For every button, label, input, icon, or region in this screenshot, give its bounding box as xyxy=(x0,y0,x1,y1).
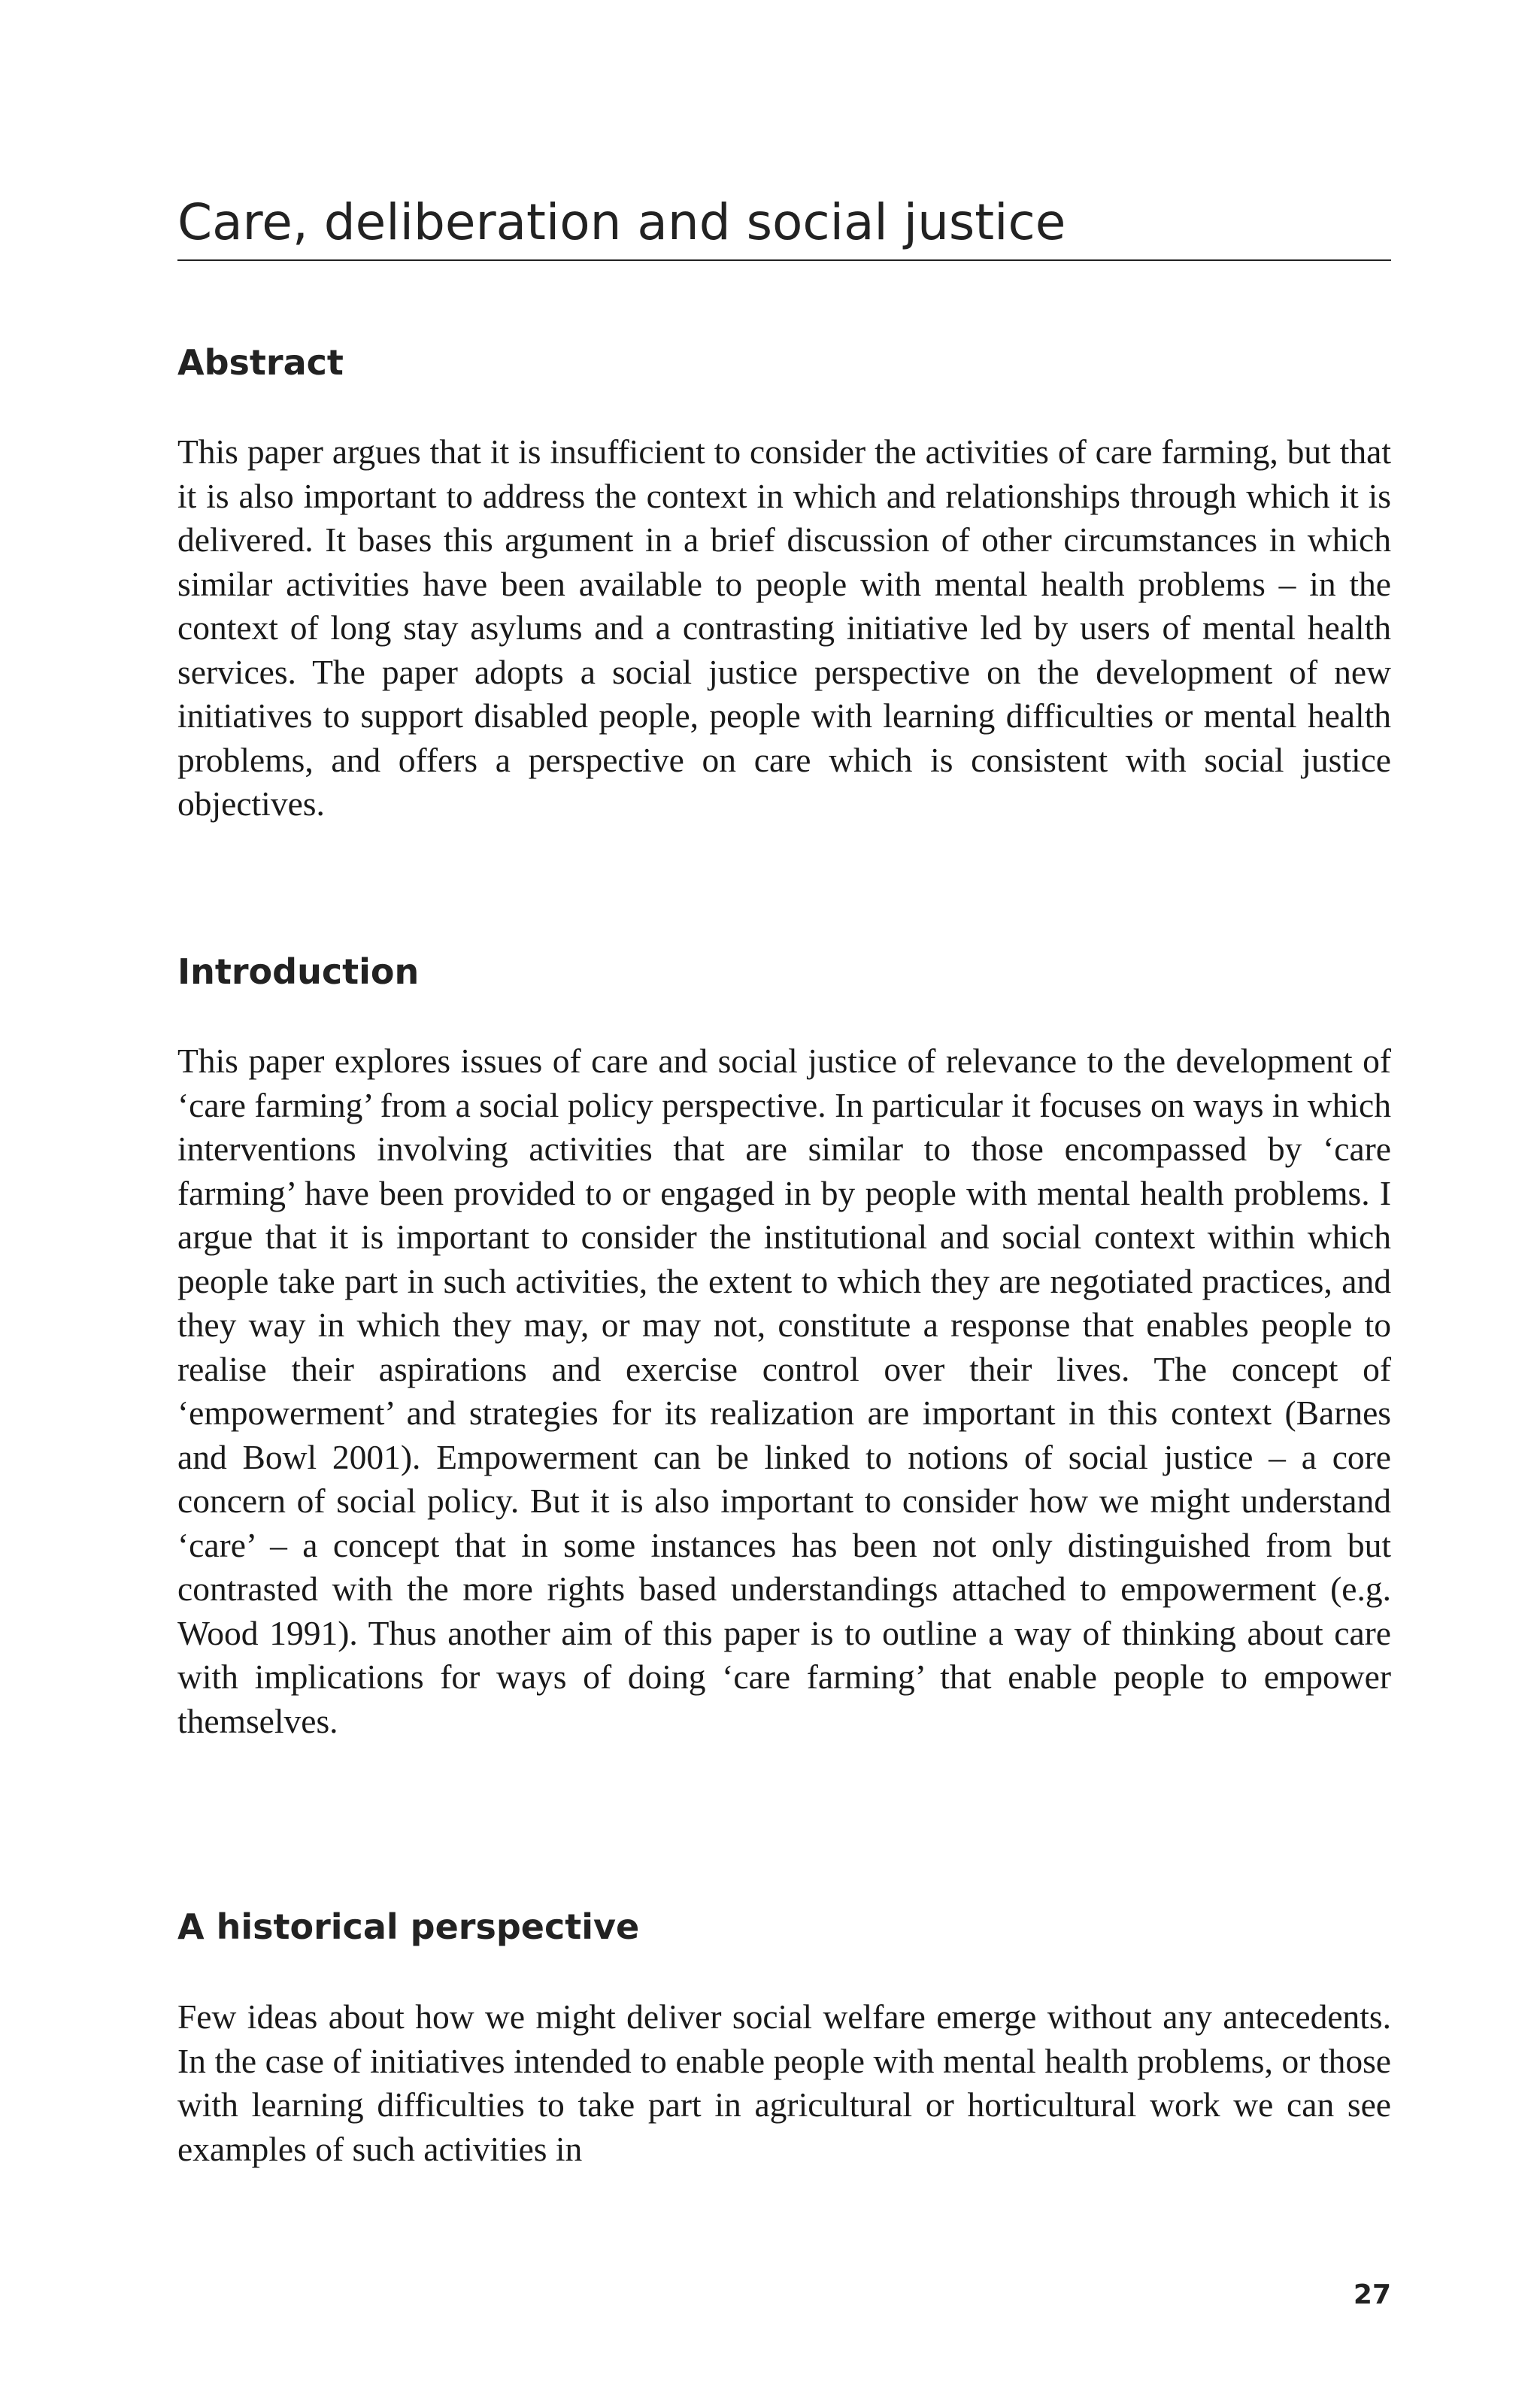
historical-perspective-heading: A historical perspective xyxy=(177,1906,640,1947)
abstract-heading: Abstract xyxy=(177,342,344,383)
introduction-heading: Introduction xyxy=(177,951,420,992)
abstract-paragraph: This paper argues that it is insufficient to consider the activities of care farming, but that it is also important to address the context in which and relationships through which it is delivered. It bases this argument in a brief discussion of other circumstances in which similar activities have been available to people with mental health problems – in the context of long stay asylums and a contrasting initiative led by users of mental health services. The paper adopts a social justice perspective on the development of new initiatives to support disabled people, people with learning difficulties or mental health problems, and offers a perspective on care which is consistent with social justice objectives. xyxy=(177,432,1391,823)
chapter-title: Care, deliberation and social justice xyxy=(177,193,1066,251)
historical-perspective-paragraph: Few ideas about how we might deliver social welfare emerge without any antecedents. In the case of initiatives intended to enable people with mental health problems, or those with learning difficulties to take part in agricultural or horticultural work we can see examples of such activities in xyxy=(177,1997,1391,2168)
title-underline-rule xyxy=(177,259,1391,261)
page-number: 27 xyxy=(1353,2279,1391,2310)
introduction-paragraph: This paper explores issues of care and social justice of relevance to the development of ‘care farming’ from a social policy perspective. In particular it focuses on ways in which interventions involving activities that are similar to those encompassed by ‘care farming’ have been provided to or engaged in by people with mental health problems. I argue that it is important to consider the institutional and social context within which people take part in such activities, the extent to which they are negotiated practices, and they way in which they may, or may not, constitute a response that enables people to realise their aspirations and exercise control over their lives. The concept of ‘empowerment’ and strategies for its realization are important in this context (Barnes and Bowl 2001). Empowerment can be linked to notions of social justice – a core concern of social policy. But it is also important to consider how we might understand ‘care’ – a concept that in some instances has been not only distinguished from but contrasted with the more rights based understandings attached to empowerment (e.g. Wood 1991). Thus another aim of this paper is to outline a way of thinking about care with implications for ways of doing ‘care farming’ that enable people to empower themselves. xyxy=(177,1042,1391,1740)
